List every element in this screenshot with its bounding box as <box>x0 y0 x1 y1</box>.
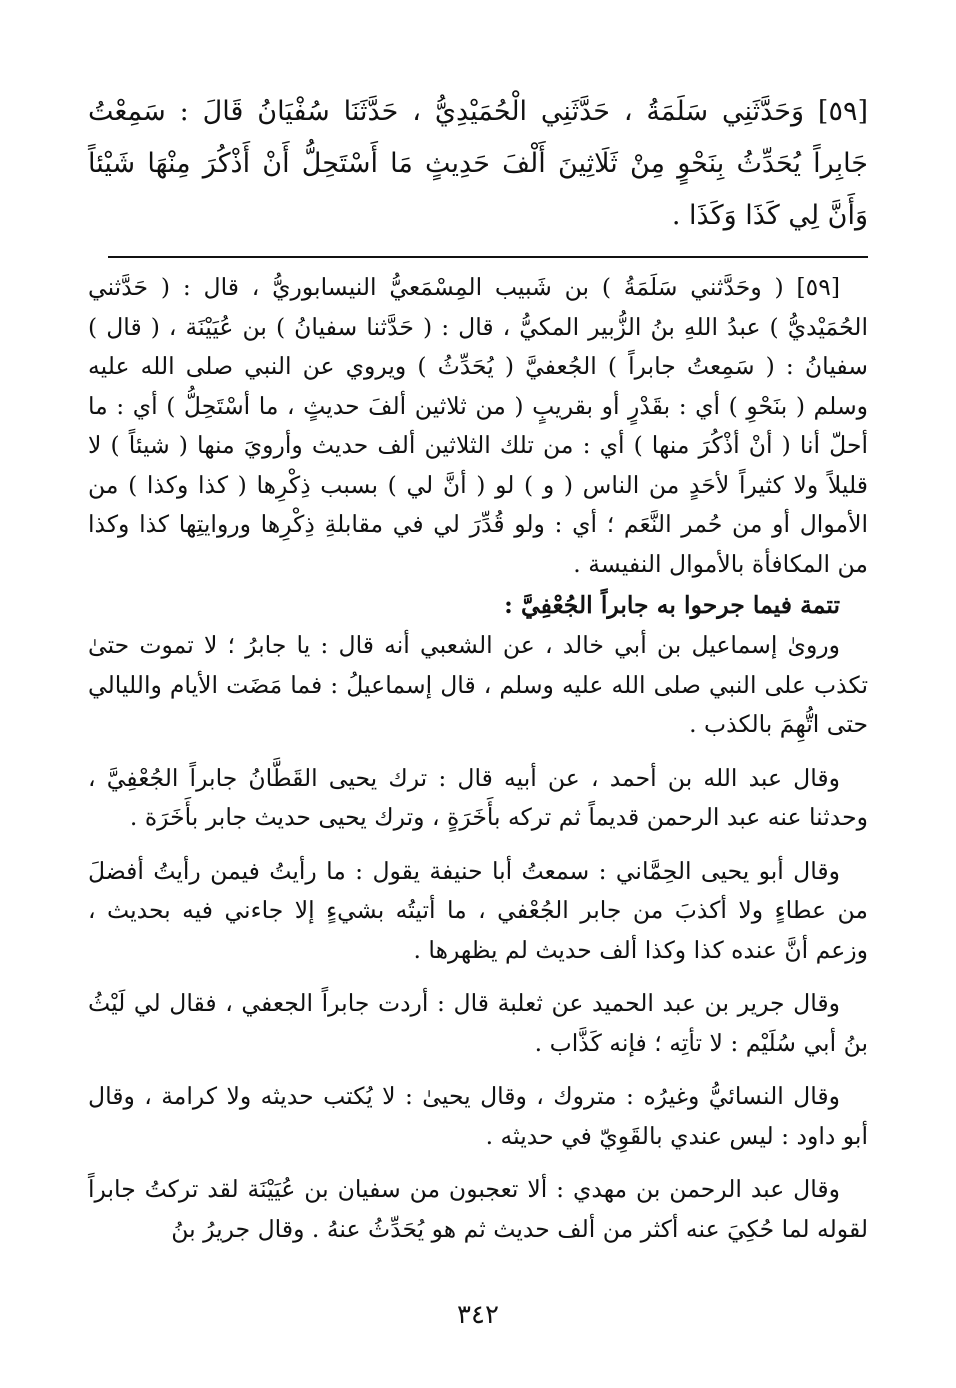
commentary-paragraph: وقال عبد الرحمن بن مهدي : ألا تعجبون من سفيان بن عُيَيْنَة لقد تركتُ جابراً لقوله لما حُكِيَ عنه أكثر من ألف حديث ثم هو يُحَدِّثُ عنهُ . وقال جريرُ بنُ <box>88 1175 868 1243</box>
commentary-paragraph: وقال أبو يحيى الحِمَّاني : سمعتُ أبا حنيفة يقول : ما رأيتُ فيمن رأيتُ أفضلَ من عطاءٍ ولا أكذبَ من جابر الجُعْفي ، ما أتيتُه بشيءٍ إلا جاءني فيه بحديث ، وزعم أنَّ عنده كذا وكذا ألف حديث لم يظهرها . <box>88 856 868 964</box>
commentary-paragraph: وقال عبد الله بن أحمد ، عن أبيه قال : ترك يحيى القَطَّانُ جابراً الجُعْفِيَّ ، وحدثنا عنه عبد الرحمن قديماً ثم تركه بأَخَرَةٍ ، وترك يحيى حديث جابر بأَخَرَة . <box>88 763 868 831</box>
document-page <box>88 86 868 1249</box>
commentary-paragraph: [٥٩] ( وحَدَّثني سَلَمَةُ ) بن شَبيب المِسْمَعيُّ النيسابوريُّ ، قال : ( حَدَّثني الحُمَيْديُّ ) عبدُ اللهِ بنُ الزُّبير المكيُّ ، قال : ( حَدَّثنا سفيانُ ) بن عُيَيْنَة ، ( قال ) سفيانُ : ( سَمِعتُ جابراً ) الجُعفيَّ ( يُحَدِّثُ ) ويروي عن النبي صلى الله عليه وسلم ( بنَحْوِ ) أي : بقَدْرٍ أو بقريبٍ ( من ثلاثين ألفَ حديثٍ ، ما أسْتَحِلُّ ) أي : ما أحلّ أنا ( أنْ أذْكُرَ منها ) أي : من تلك الثلاثين ألف حديث وأرويَ منها ( شيئاً ) لا قليلاً ولا كثيراً لأحَدٍ من الناس ( و ) لو ( أنَّ لي ) بسبب ذِكْرِها ( كذا وكذا ) من الأموال أو من حُمر النَّعَم ؛ أي : ولو قُدِّرَ لي في مقابلةِ ذِكْرِها وروايتِها كذا وكذا من المكافأة بالأموال النفيسة . <box>88 273 868 578</box>
section-title: تتمة فيما جرحوا به جابراً الجُعْفِيَّ : <box>504 591 840 619</box>
commentary-paragraph: وروىٰ إسماعيل بن أبي خالد ، عن الشعبي أنه قال : يا جابرُ ؛ لا تموت حتىٰ تكذب على النبي صلى الله عليه وسلم ، قال إسماعيلُ : فما مَضَت الأيام والليالي حتى اتُّهِمَ بالكذب . <box>88 631 868 738</box>
commentary-paragraph: وقال النسائيُّ وغيرُه : متروك ، وقال يحيىٰ : لا يُكتب حديثه ولا كرامة ، وقال أبو داود : ليس عندي بالقَوِيّ في حديثه . <box>88 1082 868 1150</box>
hadith-text: [٥٩] وَحَدَّثَنِي سَلَمَةُ ، حَدَّثَنِي الْحُمَيْدِيُّ ، حَدَّثَنَا سُفْيَانُ قَالَ : سَمِعْتُ جَابِراً يُحَدِّثُ بِنَحْوٍ مِنْ ثَلَاثِينَ أَلْفَ حَدِيثٍ مَا أَسْتَحِلُّ أَنْ أَذْكُرَ مِنْهَا شَيْئاً وَأَنَّ لِي كَذَا وَكَذَا . <box>88 96 868 231</box>
separator-rule <box>108 256 868 258</box>
commentary-paragraph: وقال جرير بن عبد الحميد عن ثعلبة قال : أردت جابراً الجعفي ، فقال لي لَيْثُ بنُ أبي سُلَيْم : لا تأتِه ؛ فإنه كَذَّاب . <box>88 989 868 1057</box>
page-number: ٣٤٢ <box>457 1300 499 1330</box>
commentary <box>88 268 868 1249</box>
